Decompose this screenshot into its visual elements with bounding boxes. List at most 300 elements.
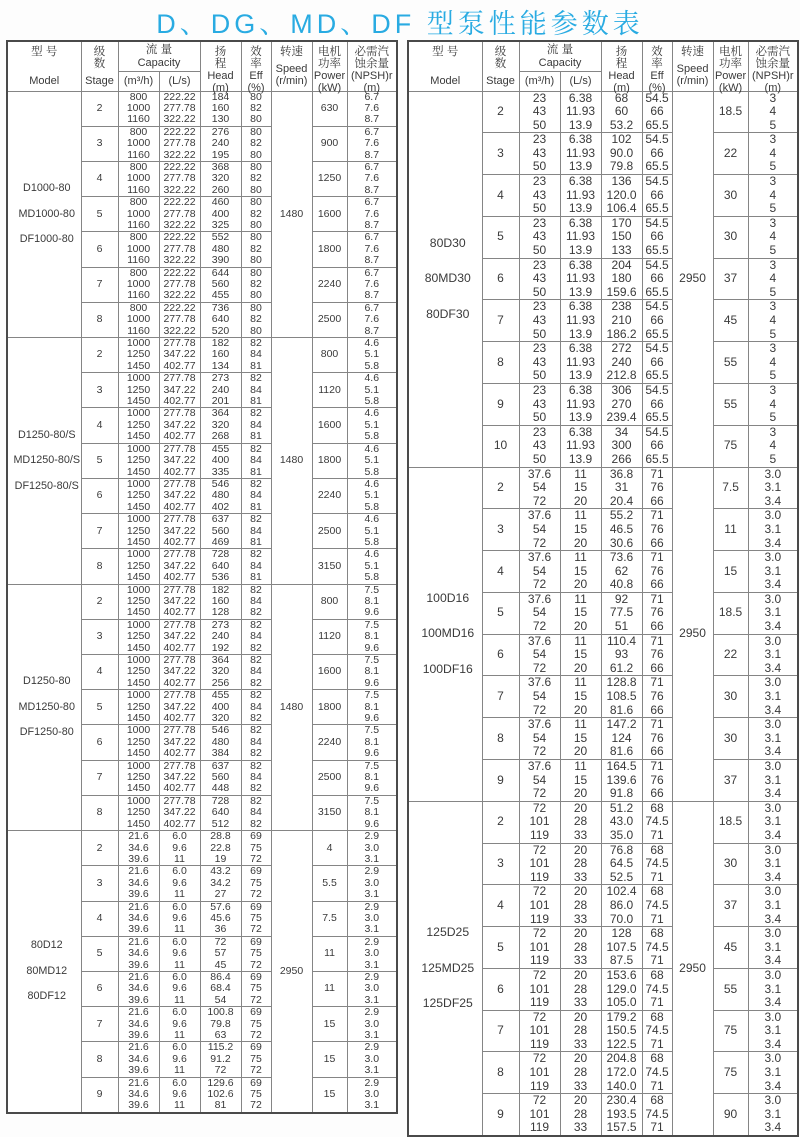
cell-line: 102 (611, 132, 632, 147)
model-name: 80D30 (429, 235, 466, 250)
capacity-ls-cell (159, 408, 200, 443)
cell-line: 222.22 (163, 266, 196, 279)
cell-line: 92 (614, 591, 629, 606)
head-cell (200, 549, 241, 584)
capacity-ls-cell (159, 302, 200, 337)
cell-line: 80 (250, 125, 262, 138)
speed-cell: 2950 (672, 91, 713, 467)
npsh-cell (347, 831, 397, 866)
model-name: D1250-80/S (17, 428, 76, 441)
stage-cell: 8 (482, 342, 519, 384)
cell-line: 84 (250, 348, 262, 361)
cell-line: 74.5 (645, 1023, 669, 1038)
cell-line: 82 (250, 712, 262, 725)
capacity-m3h-cell (519, 968, 560, 1010)
cell-line: 3.1 (764, 521, 782, 536)
cell-line: 160 (211, 594, 230, 607)
eff-cell (241, 232, 271, 267)
eff-cell (241, 619, 271, 654)
cell-line: 81.6 (609, 702, 634, 717)
cell-line: 7.5 (364, 794, 380, 807)
capacity-ls-cell (560, 216, 601, 258)
capacity-ls-cell (560, 425, 601, 467)
cell-line: 65.5 (645, 368, 669, 383)
cell-line: 322.22 (163, 218, 196, 231)
cell-line: 512 (211, 817, 230, 830)
npsh-cell (748, 342, 798, 384)
cell-line: 222.22 (163, 196, 196, 209)
cell-line: 222.22 (163, 125, 196, 138)
capacity-m3h-cell (118, 725, 159, 760)
cell-line: 1450 (126, 535, 151, 548)
cell-line: 11 (174, 852, 185, 865)
cell-line: 82 (250, 337, 262, 350)
table-header (7, 41, 397, 94)
npsh-cell (347, 514, 397, 549)
capacity-ls-cell (560, 133, 601, 175)
power-cell: 30 (713, 843, 748, 885)
head-cell (200, 443, 241, 478)
cell-line: 23 (532, 341, 547, 356)
cell-line: 68 (650, 1009, 664, 1024)
cell-line: 9.6 (172, 1052, 187, 1065)
cell-line: 1000 (126, 172, 151, 185)
npsh-cell (347, 760, 397, 795)
cell-line: 272 (611, 341, 632, 356)
tables-row (0, 40, 800, 1137)
header-unit-m3h: (m³/h) (519, 71, 560, 91)
cell-line: 6.7 (364, 90, 380, 103)
header-stage-en: Stage (486, 74, 515, 87)
cell-line: 119 (529, 827, 550, 842)
eff-cell (642, 342, 672, 384)
model-name: 100DF16 (422, 661, 473, 676)
model-name: DF1250-80 (19, 726, 74, 739)
power-cell: 30 (713, 175, 748, 217)
cell-line: 2.9 (364, 1076, 380, 1089)
cell-line: 27 (214, 888, 227, 901)
capacity-ls-cell (159, 725, 200, 760)
cell-line: 43 (532, 396, 547, 411)
cell-line: 68.4 (210, 982, 231, 995)
header-row-1 (408, 41, 798, 71)
cell-line: 3.1 (364, 1099, 380, 1112)
cell-line: 4 (769, 187, 777, 202)
cell-line: 66 (650, 577, 664, 592)
power-cell: 37 (713, 760, 748, 802)
cell-line: 119 (529, 869, 550, 884)
cell-line: 75 (250, 982, 262, 995)
stage-cell: 4 (81, 901, 118, 936)
header-head: 扬 程 Head (m) (200, 41, 241, 91)
cell-line: 33 (573, 911, 588, 926)
stage-cell: 6 (81, 725, 118, 760)
eff-cell (241, 831, 271, 866)
cell-line: 3.1 (764, 730, 782, 745)
header-stage-zh: 级 数 (93, 45, 106, 70)
cell-line: 50 (532, 243, 547, 258)
cell-line: 6.7 (364, 125, 380, 138)
cell-line: 347.22 (163, 594, 196, 607)
head-cell (200, 232, 241, 267)
capacity-ls-cell (560, 843, 601, 885)
cell-line: 402.77 (163, 395, 196, 408)
eff-cell (241, 866, 271, 901)
model-cell (408, 91, 482, 467)
capacity-ls-cell (159, 443, 200, 478)
cell-line: 3.1 (764, 814, 782, 829)
cell-line: 15 (573, 480, 588, 495)
cell-line: 182 (211, 337, 230, 350)
model-name: 125DF25 (422, 996, 473, 1011)
cell-line: 552 (211, 231, 230, 244)
cell-line: 266 (611, 451, 632, 466)
eff-cell (642, 1010, 672, 1052)
cell-line: 34.6 (128, 1052, 149, 1065)
cell-line: 50 (532, 284, 547, 299)
cell-line: 53.2 (609, 117, 634, 132)
cell-line: 3.0 (364, 841, 380, 854)
cell-line: 270 (611, 396, 632, 411)
stage-row (7, 91, 397, 126)
power-cell: 7.5 (312, 901, 347, 936)
model-cell (7, 91, 81, 338)
cell-line: 93 (614, 647, 629, 662)
cell-line: 402 (211, 500, 230, 513)
cell-line: 54.5 (645, 257, 669, 272)
cell-line: 84 (250, 630, 262, 643)
cell-line: 5.1 (364, 418, 380, 431)
cell-line: 335 (211, 465, 230, 478)
cell-line: 222.22 (163, 90, 196, 103)
cell-line: 159.6 (606, 284, 637, 299)
cell-line: 1000 (126, 101, 151, 114)
cell-line: 66 (650, 354, 664, 369)
power-cell: 630 (312, 91, 347, 126)
cell-line: 102.4 (606, 884, 637, 899)
cell-line: 82 (250, 442, 262, 455)
header-model-en: Model (430, 74, 461, 87)
cell-line: 273 (211, 372, 230, 385)
cell-line: 2.9 (364, 970, 380, 983)
cell-line: 50 (532, 326, 547, 341)
cell-line: 268 (211, 430, 230, 443)
npsh-cell (748, 300, 798, 342)
eff-cell (241, 443, 271, 478)
cell-line: 3.0 (764, 550, 782, 565)
eff-cell (642, 676, 672, 718)
cell-line: 347.22 (163, 735, 196, 748)
cell-line: 560 (211, 771, 230, 784)
cell-line: 9.6 (172, 876, 187, 889)
cell-line: 62 (614, 563, 629, 578)
npsh-cell (748, 885, 798, 927)
cell-line: 20 (573, 660, 588, 675)
cell-line: 11 (174, 958, 185, 971)
cell-line: 186.2 (606, 326, 637, 341)
cell-line: 76 (650, 730, 664, 745)
cell-line: 80 (250, 160, 262, 173)
cell-line: 11.93 (565, 438, 596, 453)
capacity-m3h-cell (118, 655, 159, 690)
cell-line: 28 (573, 939, 588, 954)
power-cell: 2240 (312, 267, 347, 302)
cell-line: 6.38 (568, 90, 593, 105)
capacity-m3h-cell (519, 258, 560, 300)
cell-line: 33 (573, 1036, 588, 1051)
cell-line: 402.77 (163, 782, 196, 795)
power-cell: 900 (312, 126, 347, 161)
cell-line: 277.78 (163, 101, 196, 114)
capacity-ls-cell (560, 91, 601, 133)
cell-line: 39.6 (128, 852, 149, 865)
cell-line: 3.1 (764, 1106, 782, 1121)
cell-line: 54 (214, 993, 227, 1006)
power-cell: 18.5 (713, 91, 748, 133)
cell-line: 347.22 (163, 383, 196, 396)
power-cell: 2500 (312, 514, 347, 549)
cell-line: 536 (211, 571, 230, 584)
cell-line: 2.9 (364, 1006, 380, 1019)
npsh-cell (347, 373, 397, 408)
capacity-m3h-cell (118, 690, 159, 725)
cell-line: 54.5 (645, 174, 669, 189)
cell-line: 3.0 (764, 967, 782, 982)
cell-line: 1450 (126, 359, 151, 372)
cell-line: 222.22 (163, 301, 196, 314)
npsh-cell (347, 478, 397, 513)
cell-line: 1160 (127, 218, 150, 231)
cell-line: 71 (650, 759, 664, 773)
cell-line: 13.9 (568, 117, 593, 132)
cell-line: 15 (573, 730, 588, 745)
cell-line: 13.9 (568, 326, 593, 341)
header-row-1 (7, 41, 397, 71)
cell-line: 106.4 (606, 201, 637, 216)
cell-line: 66 (650, 145, 664, 160)
capacity-m3h-cell (519, 843, 560, 885)
cell-line: 5.1 (364, 383, 380, 396)
stage-cell: 2 (482, 467, 519, 509)
capacity-ls-cell (560, 718, 601, 760)
eff-cell (642, 634, 672, 676)
cell-line: 76.8 (609, 842, 634, 857)
cell-line: 256 (211, 676, 230, 689)
stage-cell: 7 (482, 676, 519, 718)
cell-line: 31 (614, 480, 629, 495)
cell-line: 82 (250, 724, 262, 737)
cell-line: 6.38 (568, 215, 593, 230)
cell-line: 43.2 (210, 865, 231, 878)
model-list (8, 430, 81, 492)
npsh-cell (347, 1007, 397, 1042)
eff-cell (241, 795, 271, 830)
cell-line: 9.6 (364, 606, 380, 619)
cell-line: 11 (574, 759, 587, 773)
cell-line: 1160 (127, 289, 150, 302)
cell-line: 347.22 (163, 806, 196, 819)
capacity-m3h-cell (118, 1007, 159, 1042)
cell-line: 3.4 (764, 911, 782, 926)
model-name: 80DF12 (27, 990, 66, 1003)
cell-line: 347.22 (163, 348, 196, 361)
power-cell: 800 (312, 584, 347, 619)
cell-line: 80 (250, 148, 262, 161)
cell-line: 3.4 (764, 1078, 782, 1093)
cell-line: 82 (250, 618, 262, 631)
cell-line: 1450 (126, 712, 151, 725)
power-cell: 1120 (312, 373, 347, 408)
cell-line: 4 (769, 396, 777, 411)
cell-line: 54.5 (645, 341, 669, 356)
cell-line: 68 (650, 926, 664, 941)
cell-line: 3.0 (764, 759, 782, 773)
stage-cell: 5 (482, 216, 519, 258)
cell-line: 72 (532, 744, 547, 759)
cell-line: 455 (211, 689, 230, 702)
stage-cell: 5 (81, 197, 118, 232)
cell-line: 101 (529, 1106, 550, 1121)
header-eff: 效 率 Eff (%) (241, 41, 271, 91)
cell-line: 8.1 (364, 630, 380, 643)
cell-line: 100.8 (207, 1006, 234, 1019)
npsh-cell (748, 258, 798, 300)
cell-line: 71 (650, 675, 664, 690)
cell-line: 222.22 (163, 231, 196, 244)
cell-line: 65.5 (645, 326, 669, 341)
cell-line: 5 (769, 284, 777, 299)
model-name: MD1250-80/S (13, 454, 81, 467)
cell-line: 82 (250, 817, 262, 830)
cell-line: 84 (250, 806, 262, 819)
cell-line: 277.78 (163, 477, 196, 490)
cell-line: 3.1 (764, 1023, 782, 1038)
capacity-m3h-cell (118, 408, 159, 443)
cell-line: 66 (650, 104, 664, 119)
eff-cell (241, 971, 271, 1006)
cell-line: 84 (250, 594, 262, 607)
cell-line: 6.38 (568, 257, 593, 272)
stage-cell: 8 (81, 302, 118, 337)
cell-line: 101 (529, 981, 550, 996)
cell-line: 1160 (127, 324, 150, 337)
cell-line: 402.77 (163, 500, 196, 513)
cell-line: 20 (573, 619, 588, 634)
cell-line: 34 (614, 424, 629, 439)
npsh-cell (347, 795, 397, 830)
npsh-cell (347, 866, 397, 901)
cell-line: 80 (250, 324, 262, 337)
eff-cell (642, 175, 672, 217)
cell-line: 36.8 (609, 466, 634, 481)
cell-line: 72 (250, 1029, 262, 1041)
model-cell (7, 338, 81, 585)
power-cell: 11 (713, 509, 748, 551)
cell-line: 119 (529, 1078, 550, 1093)
power-cell: 30 (713, 676, 748, 718)
cell-line: 3.0 (364, 982, 380, 995)
cell-line: 102.6 (207, 1088, 234, 1101)
cell-line: 7.5 (364, 759, 380, 772)
capacity-ls-cell (560, 801, 601, 843)
capacity-m3h-cell (118, 760, 159, 795)
cell-line: 61.2 (609, 660, 634, 675)
cell-line: 4.6 (364, 337, 380, 350)
head-cell (200, 795, 241, 830)
cell-line: 15 (573, 647, 588, 662)
eff-cell (241, 690, 271, 725)
cell-line: 37.6 (527, 759, 552, 773)
npsh-cell (748, 843, 798, 885)
cell-line: 130 (211, 113, 230, 126)
power-cell: 75 (713, 1010, 748, 1052)
cell-line: 84 (250, 418, 262, 431)
cell-line: 72 (532, 702, 547, 717)
cell-line: 4.6 (364, 372, 380, 385)
cell-line: 20 (573, 926, 588, 941)
eff-cell (241, 408, 271, 443)
cell-line: 72 (532, 660, 547, 675)
cell-line: 3.4 (764, 995, 782, 1010)
cell-line: 3 (769, 174, 777, 189)
cell-line: 325 (211, 218, 230, 231)
cell-line: 108.5 (606, 689, 637, 704)
cell-line: 4 (769, 354, 777, 369)
capacity-ls-cell (560, 1052, 601, 1094)
cell-line: 3 (769, 215, 777, 230)
power-cell: 2500 (312, 302, 347, 337)
power-cell: 15 (312, 1077, 347, 1113)
stage-cell: 3 (482, 509, 519, 551)
capacity-m3h-cell (519, 676, 560, 718)
cell-line: 20 (573, 577, 588, 592)
capacity-m3h-cell (118, 971, 159, 1006)
cell-line: 76 (650, 480, 664, 495)
cell-line: 2.9 (364, 830, 380, 843)
power-cell: 22 (713, 133, 748, 175)
cell-line: 322.22 (163, 113, 196, 126)
eff-cell (241, 338, 271, 373)
cell-line: 800 (129, 90, 148, 103)
cell-line: 800 (129, 160, 148, 173)
capacity-m3h-cell (118, 866, 159, 901)
stage-cell: 6 (81, 971, 118, 1006)
eff-cell (241, 197, 271, 232)
cell-line: 11 (174, 993, 185, 1006)
eff-cell (642, 592, 672, 634)
cell-line: 4 (769, 271, 777, 286)
cell-line: 1000 (126, 759, 151, 772)
capacity-m3h-cell (519, 509, 560, 551)
npsh-cell (347, 619, 397, 654)
cell-line: 728 (211, 794, 230, 807)
cell-line: 8.7 (364, 148, 380, 161)
cell-line: 5.8 (364, 359, 380, 372)
cell-line: 192 (211, 641, 230, 654)
cell-line: 43 (532, 104, 547, 119)
capacity-m3h-cell (519, 467, 560, 509)
head-cell (200, 584, 241, 619)
cell-line: 1450 (126, 465, 151, 478)
cell-line: 277.78 (163, 583, 196, 596)
cell-line: 277.78 (163, 137, 196, 150)
power-cell: 1600 (312, 408, 347, 443)
cell-line: 15 (573, 772, 588, 787)
cell-line: 273 (211, 618, 230, 631)
stage-cell: 7 (81, 514, 118, 549)
model-name: 80D12 (30, 939, 63, 952)
cell-line: 76 (650, 689, 664, 704)
